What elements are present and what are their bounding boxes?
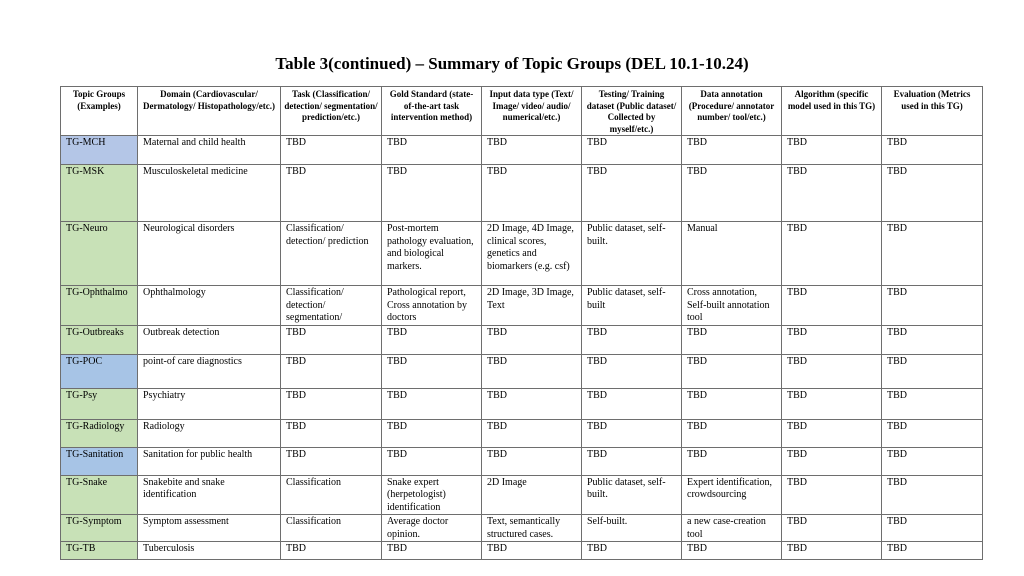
table-cell: Radiology bbox=[138, 419, 281, 447]
table-cell: TBD bbox=[281, 447, 382, 475]
table-cell: Snakebite and snake identification bbox=[138, 475, 281, 515]
table-cell: TBD bbox=[782, 515, 882, 542]
table-cell: Manual bbox=[682, 222, 782, 286]
table-cell: TBD bbox=[582, 542, 682, 560]
table-cell: TBD bbox=[682, 419, 782, 447]
table-row bbox=[61, 447, 983, 475]
table-cell: TBD bbox=[682, 354, 782, 388]
topic-group-cell: TG-Outbreaks bbox=[61, 325, 138, 354]
table-cell: TBD bbox=[281, 325, 382, 354]
column-header: Data annotation (Procedure/ annotator number/ tool/etc.) bbox=[682, 87, 782, 136]
table-row bbox=[61, 515, 983, 542]
table-cell: TBD bbox=[482, 165, 582, 222]
topic-group-cell: TG-MCH bbox=[61, 136, 138, 165]
table-cell: TBD bbox=[682, 542, 782, 560]
table-cell: TBD bbox=[482, 542, 582, 560]
column-header: Domain (Cardiovascular/ Dermatology/ Histopathology/etc.) bbox=[138, 87, 281, 136]
table-cell: 2D Image bbox=[482, 475, 582, 515]
table-cell: TBD bbox=[882, 388, 983, 419]
table-cell: TBD bbox=[281, 388, 382, 419]
table-cell: TBD bbox=[782, 222, 882, 286]
table-cell: Snake expert (herpetologist) identification bbox=[382, 475, 482, 515]
table-cell: Ophthalmology bbox=[138, 286, 281, 326]
table-cell: TBD bbox=[281, 542, 382, 560]
table-cell: Expert identification, crowdsourcing bbox=[682, 475, 782, 515]
table-cell: TBD bbox=[782, 286, 882, 326]
topic-group-cell: TG-Radiology bbox=[61, 419, 138, 447]
table-cell: TBD bbox=[582, 136, 682, 165]
table-cell: TBD bbox=[782, 165, 882, 222]
table-cell: Neurological disorders bbox=[138, 222, 281, 286]
column-header: Evaluation (Metrics used in this TG) bbox=[882, 87, 983, 136]
table-cell: TBD bbox=[482, 388, 582, 419]
table-cell: Classification/ detection/ prediction bbox=[281, 222, 382, 286]
table-cell: 2D Image, 4D Image, clinical scores, genetics and biomarkers (e.g. csf) bbox=[482, 222, 582, 286]
table-cell: TBD bbox=[582, 419, 682, 447]
table-cell: Pathological report, Cross annotation by doctors bbox=[382, 286, 482, 326]
table-cell: TBD bbox=[382, 419, 482, 447]
table-cell: Musculoskeletal medicine bbox=[138, 165, 281, 222]
table-cell: TBD bbox=[782, 419, 882, 447]
table-cell: TBD bbox=[882, 447, 983, 475]
table-cell: TBD bbox=[782, 325, 882, 354]
table-cell: TBD bbox=[682, 447, 782, 475]
table-cell: Tuberculosis bbox=[138, 542, 281, 560]
table-cell: TBD bbox=[582, 165, 682, 222]
table-cell: a new case-creation tool bbox=[682, 515, 782, 542]
table-row bbox=[61, 222, 983, 286]
summary-table bbox=[60, 86, 983, 560]
table-cell: TBD bbox=[482, 419, 582, 447]
table-cell: TBD bbox=[382, 325, 482, 354]
table-cell: Maternal and child health bbox=[138, 136, 281, 165]
topic-group-cell: TG-Sanitation bbox=[61, 447, 138, 475]
table-cell: TBD bbox=[582, 354, 682, 388]
table-row bbox=[61, 325, 983, 354]
table-row bbox=[61, 136, 983, 165]
table-cell: Symptom assessment bbox=[138, 515, 281, 542]
table-cell: TBD bbox=[882, 542, 983, 560]
table-cell: TBD bbox=[382, 354, 482, 388]
table-cell: TBD bbox=[281, 354, 382, 388]
table-cell: TBD bbox=[582, 447, 682, 475]
table-cell: TBD bbox=[582, 388, 682, 419]
table-cell: TBD bbox=[482, 136, 582, 165]
table-cell: Text, semantically structured cases. bbox=[482, 515, 582, 542]
column-header: Topic Groups (Examples) bbox=[61, 87, 138, 136]
table-cell: TBD bbox=[281, 165, 382, 222]
table-cell: TBD bbox=[382, 165, 482, 222]
header-row bbox=[61, 87, 983, 136]
table-cell: TBD bbox=[782, 447, 882, 475]
table-cell: TBD bbox=[582, 325, 682, 354]
table-cell: TBD bbox=[782, 136, 882, 165]
table-cell: Outbreak detection bbox=[138, 325, 281, 354]
table-cell: Public dataset, self-built. bbox=[582, 475, 682, 515]
table-cell: Self-built. bbox=[582, 515, 682, 542]
table-row bbox=[61, 354, 983, 388]
table-cell: 2D Image, 3D Image, Text bbox=[482, 286, 582, 326]
table-cell: TBD bbox=[882, 136, 983, 165]
table-cell: Cross annotation, Self-built annotation tool bbox=[682, 286, 782, 326]
table-cell: TBD bbox=[682, 388, 782, 419]
table-cell: Average doctor opinion. bbox=[382, 515, 482, 542]
table-cell: Post-mortem pathology evaluation, and biological markers. bbox=[382, 222, 482, 286]
topic-group-cell: TG-Psy bbox=[61, 388, 138, 419]
table-cell: Classification bbox=[281, 515, 382, 542]
table-cell: TBD bbox=[382, 542, 482, 560]
table-cell: TBD bbox=[682, 325, 782, 354]
topic-group-cell: TG-MSK bbox=[61, 165, 138, 222]
table-cell: Public dataset, self-built bbox=[582, 286, 682, 326]
topic-group-cell: TG-Ophthalmo bbox=[61, 286, 138, 326]
topic-group-cell: TG-TB bbox=[61, 542, 138, 560]
table-cell: TBD bbox=[281, 136, 382, 165]
table-cell: TBD bbox=[782, 542, 882, 560]
table-cell: TBD bbox=[682, 136, 782, 165]
table-cell: TBD bbox=[482, 325, 582, 354]
table-cell: TBD bbox=[782, 388, 882, 419]
table-cell: Classification bbox=[281, 475, 382, 515]
table-cell: TBD bbox=[281, 419, 382, 447]
table-row bbox=[61, 419, 983, 447]
table-row bbox=[61, 165, 983, 222]
table-row bbox=[61, 542, 983, 560]
topic-group-cell: TG-Neuro bbox=[61, 222, 138, 286]
table-cell: Sanitation for public health bbox=[138, 447, 281, 475]
table-cell: TBD bbox=[782, 354, 882, 388]
table-title: Table 3(continued) – Summary of Topic Groups (DEL 10.1-10.24) bbox=[275, 54, 749, 73]
table-cell: TBD bbox=[882, 222, 983, 286]
table-cell: TBD bbox=[682, 165, 782, 222]
table-row bbox=[61, 286, 983, 326]
table-cell: TBD bbox=[482, 354, 582, 388]
table-cell: TBD bbox=[382, 136, 482, 165]
table-cell: TBD bbox=[382, 388, 482, 419]
column-header: Gold Standard (state-of-the-art task intervention method) bbox=[382, 87, 482, 136]
table-cell: TBD bbox=[882, 515, 983, 542]
column-header: Task (Classification/ detection/ segmentation/ prediction/etc.) bbox=[281, 87, 382, 136]
table-cell: TBD bbox=[482, 447, 582, 475]
table-cell: TBD bbox=[782, 475, 882, 515]
table-cell: Psychiatry bbox=[138, 388, 281, 419]
table-cell: point-of care diagnostics bbox=[138, 354, 281, 388]
table-cell: TBD bbox=[882, 325, 983, 354]
column-header: Testing/ Training dataset (Public dataset/ Collected by myself/etc.) bbox=[582, 87, 682, 136]
table-cell: TBD bbox=[882, 475, 983, 515]
column-header: Algorithm (specific model used in this TG) bbox=[782, 87, 882, 136]
table-cell: TBD bbox=[882, 165, 983, 222]
topic-group-cell: TG-Symptom bbox=[61, 515, 138, 542]
table-cell: TBD bbox=[882, 354, 983, 388]
table-cell: TBD bbox=[882, 419, 983, 447]
table-cell: TBD bbox=[882, 286, 983, 326]
table-cell: TBD bbox=[382, 447, 482, 475]
table-row bbox=[61, 388, 983, 419]
topic-group-cell: TG-POC bbox=[61, 354, 138, 388]
column-header: Input data type (Text/ Image/ video/ audio/ numerical/etc.) bbox=[482, 87, 582, 136]
table-cell: Public dataset, self-built. bbox=[582, 222, 682, 286]
table-cell: Classification/ detection/ segmentation/ bbox=[281, 286, 382, 326]
topic-group-cell: TG-Snake bbox=[61, 475, 138, 515]
table-row bbox=[61, 475, 983, 515]
